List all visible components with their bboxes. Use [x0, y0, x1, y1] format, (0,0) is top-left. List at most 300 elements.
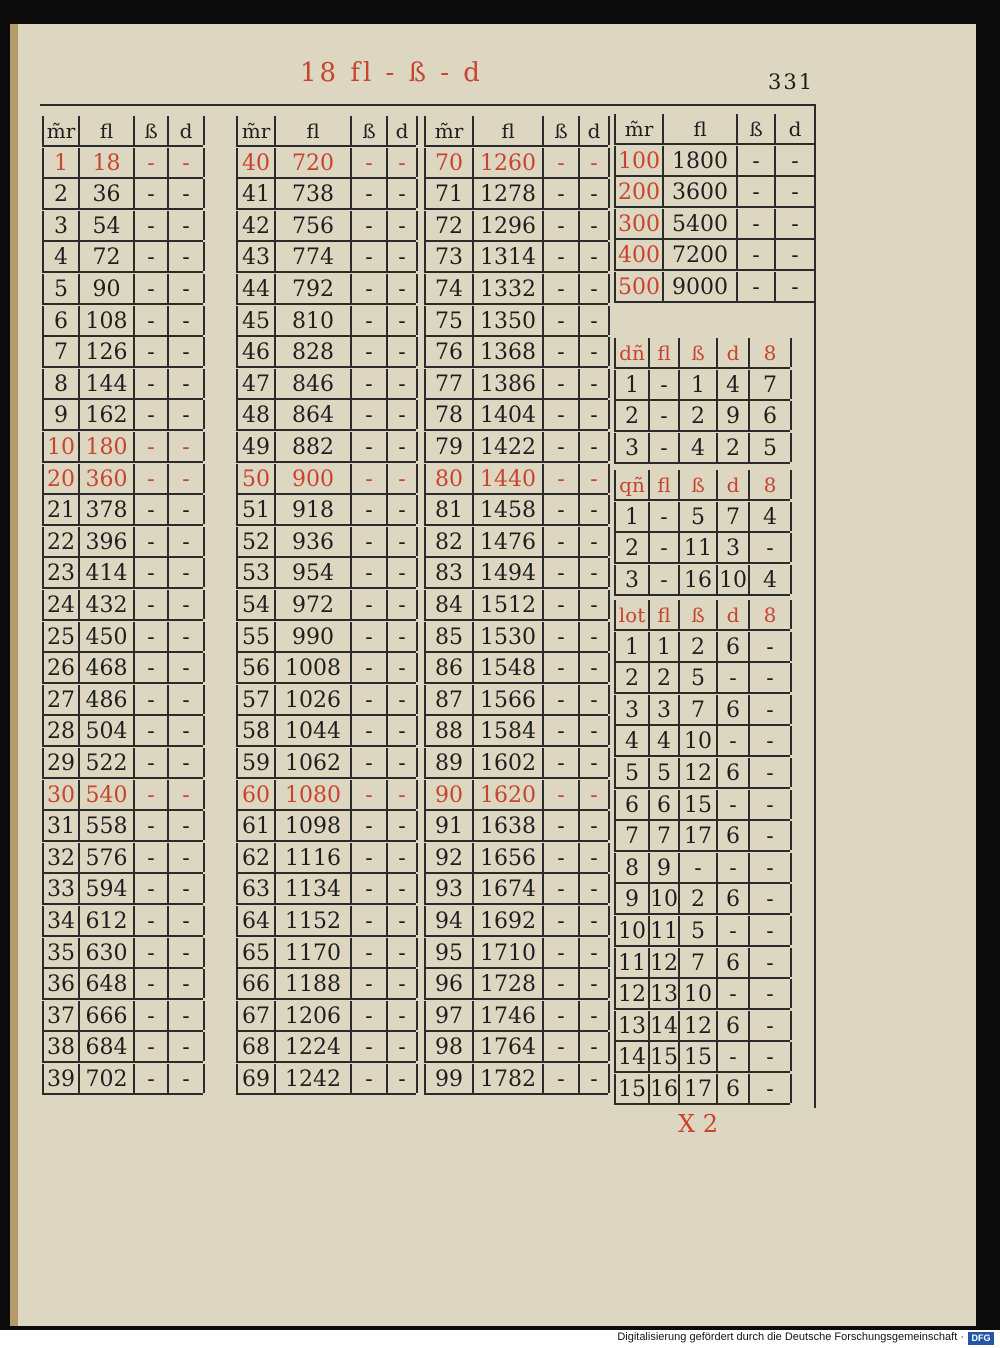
table-cell: - — [544, 969, 580, 998]
table-cell: - — [388, 843, 418, 872]
table-cell: 8 — [616, 853, 650, 882]
column-header: d — [718, 600, 750, 629]
table-cell: 828 — [276, 337, 352, 366]
table-row — [42, 558, 203, 589]
table-cell: 16 — [650, 1074, 680, 1103]
table-cell: 918 — [276, 495, 352, 524]
table-cell: - — [135, 843, 169, 872]
table-cell: 378 — [80, 495, 135, 524]
table-header-row — [424, 116, 608, 147]
table-cell: 55 — [238, 622, 276, 651]
table-cell: - — [776, 209, 816, 238]
table-cell: - — [135, 1001, 169, 1030]
table-row — [614, 663, 790, 694]
table-cell: 6 — [718, 695, 750, 724]
table-cell: 2 — [680, 401, 718, 430]
table-cell: - — [650, 370, 680, 399]
table-row — [424, 685, 608, 716]
table-cell: 5 — [616, 758, 650, 787]
table-cell: 74 — [426, 274, 474, 303]
table-cell: - — [580, 1001, 610, 1030]
table-cell: 97 — [426, 1001, 474, 1030]
table-cell: - — [750, 916, 792, 945]
table-cell: - — [544, 1001, 580, 1030]
table-cell: - — [169, 432, 205, 461]
table-row — [236, 179, 416, 210]
table-cell: 7200 — [664, 240, 738, 269]
table-cell: 77 — [426, 369, 474, 398]
table-row — [42, 590, 203, 621]
table-cell: - — [544, 1032, 580, 1061]
table-cell: - — [580, 432, 610, 461]
table-cell: 57 — [238, 685, 276, 714]
table-cell: 69 — [238, 1064, 276, 1093]
table-cell: 1422 — [474, 432, 544, 461]
table-cell: - — [352, 211, 388, 240]
table-cell: 9000 — [664, 272, 738, 301]
table-cell: - — [169, 495, 205, 524]
table-cell: 53 — [238, 558, 276, 587]
table-cell: - — [169, 843, 205, 872]
table-cell: 23 — [44, 558, 80, 587]
column-header: 8 — [750, 600, 792, 629]
table-cell: - — [352, 432, 388, 461]
table-row — [614, 370, 790, 401]
table-cell: 79 — [426, 432, 474, 461]
table-row — [42, 464, 203, 495]
table-cell: - — [352, 464, 388, 493]
table-cell: 36 — [44, 969, 80, 998]
table-cell: 3 — [616, 565, 650, 594]
table-cell: 62 — [238, 843, 276, 872]
column-header: qñ — [616, 470, 650, 499]
table-cell: 1386 — [474, 369, 544, 398]
table-cell: - — [388, 527, 418, 556]
table-cell: 47 — [238, 369, 276, 398]
table-cell: 1746 — [474, 1001, 544, 1030]
table-cell: 17 — [680, 1074, 718, 1103]
table-cell: - — [750, 790, 792, 819]
table-row — [424, 242, 608, 273]
table-row — [424, 653, 608, 684]
table-cell: 14 — [650, 1011, 680, 1040]
table-cell: 9 — [616, 884, 650, 913]
table-cell: - — [352, 148, 388, 177]
table-row — [614, 758, 790, 789]
table-row — [236, 969, 416, 1000]
column-header: d — [776, 114, 816, 143]
column-header: dñ — [616, 338, 650, 367]
table-row — [614, 979, 790, 1010]
table-cell: 7 — [718, 502, 750, 531]
table-cell: 51 — [238, 495, 276, 524]
table-cell: 95 — [426, 938, 474, 967]
table-cell: - — [650, 433, 680, 462]
table-cell: 41 — [238, 179, 276, 208]
table-cell: - — [750, 632, 792, 661]
table-cell: - — [169, 938, 205, 967]
table-cell: - — [580, 495, 610, 524]
table-cell: 43 — [238, 242, 276, 271]
table-cell: 4 — [750, 565, 792, 594]
table-cell: - — [135, 558, 169, 587]
table-cell: 6 — [718, 758, 750, 787]
table-cell: 720 — [276, 148, 352, 177]
table-cell: 4 — [44, 242, 80, 271]
table-cell: - — [388, 432, 418, 461]
table-cell: - — [580, 685, 610, 714]
table-row — [236, 400, 416, 431]
table-row — [424, 843, 608, 874]
table-cell: 1206 — [276, 1001, 352, 1030]
table-cell: 666 — [80, 1001, 135, 1030]
table-row — [614, 916, 790, 947]
table-cell: - — [580, 906, 610, 935]
table-cell: - — [718, 663, 750, 692]
table-cell: 8 — [44, 369, 80, 398]
table-cell: 7 — [650, 821, 680, 850]
table-cell: - — [135, 179, 169, 208]
table-cell: 85 — [426, 622, 474, 651]
table-cell: - — [169, 558, 205, 587]
table-cell: 1026 — [276, 685, 352, 714]
table-cell: 2 — [616, 401, 650, 430]
table-cell: - — [750, 663, 792, 692]
table-cell: - — [169, 622, 205, 651]
table-cell: 46 — [238, 337, 276, 366]
table-cell: - — [169, 1001, 205, 1030]
table-cell: - — [135, 464, 169, 493]
table-cell: - — [580, 590, 610, 619]
table-cell: - — [388, 274, 418, 303]
table-cell: 1008 — [276, 653, 352, 682]
table-cell: 1584 — [474, 716, 544, 745]
table-cell: - — [169, 179, 205, 208]
table-cell: 738 — [276, 179, 352, 208]
table-row — [424, 495, 608, 526]
table-cell: 78 — [426, 400, 474, 429]
table-cell: 1062 — [276, 748, 352, 777]
column-header: ß — [352, 116, 388, 145]
table-row — [236, 780, 416, 811]
table-cell: 66 — [238, 969, 276, 998]
table-row — [42, 148, 203, 179]
table-cell: - — [544, 748, 580, 777]
table-cell: 180 — [80, 432, 135, 461]
table-row — [236, 148, 416, 179]
table-cell: 792 — [276, 274, 352, 303]
table-cell: - — [580, 811, 610, 840]
table-cell: 576 — [80, 843, 135, 872]
table-cell: - — [680, 853, 718, 882]
table-cell: - — [135, 653, 169, 682]
table-row — [424, 337, 608, 368]
table-cell: 34 — [44, 906, 80, 935]
column-header: fl — [80, 116, 135, 145]
table-cell: - — [352, 558, 388, 587]
table-cell: - — [169, 306, 205, 335]
table-cell: 1764 — [474, 1032, 544, 1061]
table-cell: 3 — [616, 695, 650, 724]
table-cell: 58 — [238, 716, 276, 745]
column-header: fl — [276, 116, 352, 145]
table-cell: - — [388, 716, 418, 745]
column-header: ß — [738, 114, 776, 143]
table-cell: 6 — [718, 821, 750, 850]
table-cell: 63 — [238, 874, 276, 903]
table-row — [424, 906, 608, 937]
table-row — [424, 811, 608, 842]
table-cell: - — [169, 811, 205, 840]
table-cell: 648 — [80, 969, 135, 998]
table-cell: - — [544, 780, 580, 809]
table-row — [614, 146, 814, 177]
table-cell: 6 — [718, 1011, 750, 1040]
table-cell: - — [169, 748, 205, 777]
table-cell: 100 — [616, 146, 664, 175]
table-cell: - — [580, 242, 610, 271]
table-cell: 38 — [44, 1032, 80, 1061]
table-cell: 56 — [238, 653, 276, 682]
table-cell: - — [135, 590, 169, 619]
table-cell: 1458 — [474, 495, 544, 524]
table-cell: - — [718, 979, 750, 1008]
table-cell: - — [544, 432, 580, 461]
table-row — [424, 148, 608, 179]
table-cell: - — [580, 1064, 610, 1093]
table-cell: 60 — [238, 780, 276, 809]
table-cell: - — [580, 400, 610, 429]
column-header: 8 — [750, 470, 792, 499]
table-cell: - — [352, 1032, 388, 1061]
table-cell: - — [580, 211, 610, 240]
table-cell: 1800 — [664, 146, 738, 175]
table-cell: - — [352, 622, 388, 651]
table-cell: 1098 — [276, 811, 352, 840]
table-row — [424, 400, 608, 431]
table-cell: 76 — [426, 337, 474, 366]
table-cell: 82 — [426, 527, 474, 556]
signature-mark: X 2 — [678, 1110, 718, 1138]
table-cell: 972 — [276, 590, 352, 619]
table-cell: - — [352, 653, 388, 682]
table-cell: 12 — [650, 948, 680, 977]
table-cell: 108 — [80, 306, 135, 335]
table-cell: 25 — [44, 622, 80, 651]
table-row — [236, 590, 416, 621]
column-header: fl — [650, 470, 680, 499]
column-header: ß — [680, 470, 718, 499]
table-cell: - — [580, 653, 610, 682]
table-cell: 72 — [426, 211, 474, 240]
table-cell: - — [544, 211, 580, 240]
table-cell: 1 — [680, 370, 718, 399]
table-cell: 16 — [680, 565, 718, 594]
table-cell: - — [718, 1042, 750, 1071]
table-cell: - — [580, 938, 610, 967]
table-cell: 5 — [680, 663, 718, 692]
table-cell: - — [738, 146, 776, 175]
table-row — [614, 401, 790, 432]
table-cell: 3 — [616, 433, 650, 462]
table-row — [614, 1042, 790, 1073]
table-cell: 5400 — [664, 209, 738, 238]
table-cell: 45 — [238, 306, 276, 335]
table-cell: - — [776, 272, 816, 301]
table-cell: 162 — [80, 400, 135, 429]
table-cell: - — [135, 306, 169, 335]
table-cell: - — [135, 242, 169, 271]
table-cell: - — [580, 748, 610, 777]
table-cell: 40 — [238, 148, 276, 177]
table-cell: - — [750, 1042, 792, 1071]
table-cell: - — [388, 400, 418, 429]
table-cell: - — [388, 242, 418, 271]
table-cell: - — [352, 716, 388, 745]
table-cell: - — [352, 748, 388, 777]
table-cell: 3 — [650, 695, 680, 724]
table-row — [42, 938, 203, 969]
table-cell: 1332 — [474, 274, 544, 303]
table-cell: - — [776, 177, 816, 206]
table-row — [424, 369, 608, 400]
table-row — [236, 653, 416, 684]
table-cell: 20 — [44, 464, 80, 493]
table-cell: 2 — [650, 663, 680, 692]
table-row — [236, 938, 416, 969]
table-cell: - — [544, 274, 580, 303]
table-cell: - — [388, 748, 418, 777]
table-cell: 10 — [718, 565, 750, 594]
table-row — [42, 369, 203, 400]
table-cell: - — [169, 716, 205, 745]
table-cell: 88 — [426, 716, 474, 745]
table-row — [614, 565, 790, 596]
table-cell: - — [388, 464, 418, 493]
column-header: d — [169, 116, 205, 145]
table-cell: - — [135, 906, 169, 935]
table-cell: 91 — [426, 811, 474, 840]
table-cell: - — [544, 874, 580, 903]
table-cell: - — [544, 369, 580, 398]
table-cell: - — [580, 179, 610, 208]
table-cell: 3 — [718, 533, 750, 562]
table-row — [42, 969, 203, 1000]
table-cell: 24 — [44, 590, 80, 619]
table-row — [614, 632, 790, 663]
table-cell: 32 — [44, 843, 80, 872]
table-cell: - — [750, 979, 792, 1008]
dfg-logo-icon: DFG — [968, 1332, 994, 1345]
table-cell: 5 — [680, 502, 718, 531]
table-cell: 1 — [616, 502, 650, 531]
table-cell: 504 — [80, 716, 135, 745]
table-cell: 1440 — [474, 464, 544, 493]
table-cell: 73 — [426, 242, 474, 271]
table-row — [614, 695, 790, 726]
table-cell: - — [135, 938, 169, 967]
table-cell: - — [544, 906, 580, 935]
table-cell: 1782 — [474, 1064, 544, 1093]
table-cell: 1242 — [276, 1064, 352, 1093]
table-cell: - — [388, 622, 418, 651]
table-row — [236, 306, 416, 337]
table-row — [42, 748, 203, 779]
table-row — [614, 272, 814, 303]
table-cell: - — [750, 884, 792, 913]
table-cell: - — [738, 240, 776, 269]
table-cell: - — [169, 874, 205, 903]
table-cell: 14 — [616, 1042, 650, 1071]
table-cell: - — [580, 969, 610, 998]
table-cell: 486 — [80, 685, 135, 714]
table-cell: - — [544, 306, 580, 335]
table-row — [236, 274, 416, 305]
table-cell: - — [544, 590, 580, 619]
table-cell: - — [544, 495, 580, 524]
table-cell: 864 — [276, 400, 352, 429]
table-row — [236, 748, 416, 779]
table-row — [424, 780, 608, 811]
table-cell: 1602 — [474, 748, 544, 777]
table-header-row — [42, 116, 203, 147]
table-cell: - — [169, 653, 205, 682]
table-row — [614, 726, 790, 757]
table-cell: 954 — [276, 558, 352, 587]
footer-credit: Digitalisierung gefördert durch die Deutsche Forschungsgemeinschaft · — [617, 1331, 964, 1343]
table-cell: 1638 — [474, 811, 544, 840]
table-row — [42, 527, 203, 558]
table-cell: - — [738, 209, 776, 238]
table-cell: 1692 — [474, 906, 544, 935]
table-cell: 83 — [426, 558, 474, 587]
table-cell: 900 — [276, 464, 352, 493]
table-cell: - — [169, 211, 205, 240]
table-cell: 1368 — [474, 337, 544, 366]
table-cell: - — [544, 653, 580, 682]
table-cell: 2 — [680, 632, 718, 661]
table-cell: 500 — [616, 272, 664, 301]
column-header: ß — [680, 338, 718, 367]
table-cell: - — [352, 242, 388, 271]
table-row — [236, 242, 416, 273]
table-cell: 15 — [680, 790, 718, 819]
table-cell: 9 — [718, 401, 750, 430]
table-cell: - — [388, 969, 418, 998]
table-cell: 13 — [650, 979, 680, 1008]
table-cell: 2 — [44, 179, 80, 208]
table-cell: - — [169, 400, 205, 429]
table-row — [424, 622, 608, 653]
table-cell: 756 — [276, 211, 352, 240]
table-cell: 37 — [44, 1001, 80, 1030]
column-header: d — [718, 470, 750, 499]
table-cell: 64 — [238, 906, 276, 935]
table-cell: - — [750, 853, 792, 882]
table-row — [42, 1064, 203, 1095]
table-row — [42, 211, 203, 242]
table-row — [236, 811, 416, 842]
table-cell: 1296 — [474, 211, 544, 240]
table-cell: 6 — [718, 632, 750, 661]
table-row — [424, 179, 608, 210]
table-cell: 558 — [80, 811, 135, 840]
table-cell: - — [352, 527, 388, 556]
table-cell: - — [169, 369, 205, 398]
table-header-row — [614, 470, 790, 501]
table-cell: 1116 — [276, 843, 352, 872]
table-cell: - — [135, 400, 169, 429]
